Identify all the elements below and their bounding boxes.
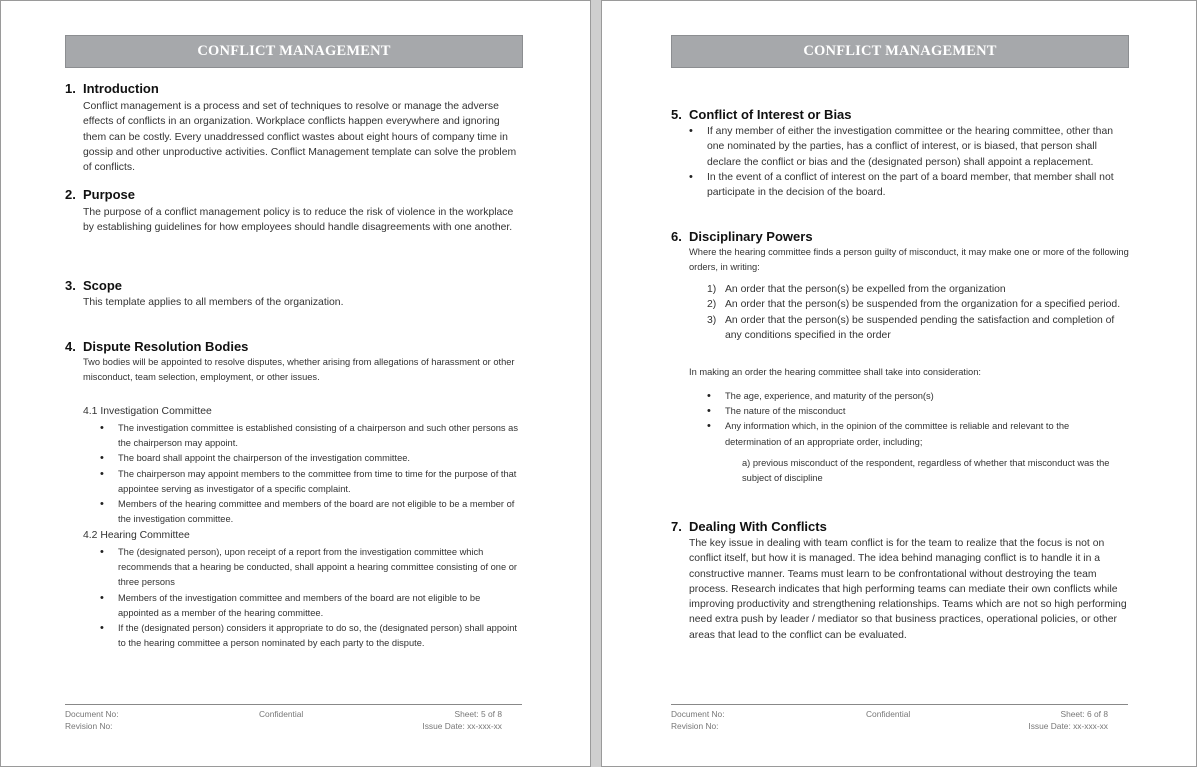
list-item: • The chairperson may appoint members to the committee from time to time for the purpose of that appointee serving as investigator of a specific complaint. [118, 467, 523, 497]
section-number: 3. [65, 278, 76, 293]
disciplinary-powers-text: Where the hearing committee finds a person guilty of misconduct, it may make one or more of the following orders, in writing: [689, 247, 1129, 273]
previous-misconduct-note: a) previous misconduct of the respondent, regardless of whether that misconduct was the subject of discipline [742, 458, 1110, 484]
footer-sheet: Sheet: 5 of 8 [454, 709, 502, 719]
section-title: Purpose [83, 187, 136, 202]
list-item: • The (designated person), upon receipt of a report from the investigation committee which recommends that a hearing be conducted, shall appoint a hearing committee consisting of one or three persons [118, 545, 523, 591]
list-item: • If any member of either the investigation committee or the hearing committee, other than one nominated by the parties, has a conflict of interest, or is biased, that person shall declare the conflict or bias and the (designated person) shall appoint a replacement. [707, 124, 1127, 170]
section-heading-purpose [65, 187, 135, 202]
conflict-of-interest-list [707, 124, 1127, 200]
section-number: 7. [671, 519, 682, 534]
page-banner: CONFLICT MANAGEMENT [671, 35, 1129, 68]
list-item: • The board shall appoint the chairperson of the investigation committee. [118, 451, 523, 466]
dispute-resolution-text: Two bodies will be appointed to resolve disputes, whether arising from allegations of harassment or other misconduct, team selection, employment, or other issues. [83, 357, 515, 383]
list-text: An order that the person(s) be suspended pending the satisfaction and completion of any conditions specified in the order [725, 314, 1115, 341]
footer-document-no: Document No: [65, 709, 119, 719]
list-text: An order that the person(s) be suspended from the organization for a specified period. [725, 299, 1121, 311]
consideration-factors-list [725, 389, 1125, 450]
list-item [707, 297, 1125, 312]
purpose-text: The purpose of a conflict management policy is to reduce the risk of violence in the workplace by establishing guidelines for how employees should handle disagreements with one another. [83, 207, 514, 234]
section-heading-scope [65, 278, 122, 293]
list-item: • In the event of a conflict of interest on the part of a board member, that member shall not participate in the decision of the board. [707, 170, 1127, 201]
list-item: • Members of the investigation committee and members of the board are not eligible to be appointed as a member of the hearing committee. [118, 591, 523, 621]
list-item: • The investigation committee is established consisting of a chairperson and such other persons as the chairperson may appoint. [118, 421, 523, 451]
footer-confidential: Confidential [866, 709, 911, 719]
subsection-hearing-committee: 4.2 Hearing Committee [83, 530, 190, 541]
section-heading-conflict-of-interest [671, 107, 852, 122]
subsection-investigation-committee: 4.1 Investigation Committee [83, 406, 212, 417]
footer-issue-date: Issue Date: xx-xxx-xx [422, 721, 502, 731]
footer-divider [671, 704, 1128, 705]
list-item [707, 313, 1125, 344]
investigation-committee-list [118, 421, 523, 527]
section-title: Dealing With Conflicts [689, 519, 827, 534]
list-marker: 1) [707, 284, 717, 295]
dealing-with-conflicts-text: The key issue in dealing with team conflict is for the team to realize that the focus is not on conflict itself, but how it is managed. The idea behind managing conflict is to handle it in a constructive manner. Teams must learn to be confrontational without destroying the team process. Research indicates that high performing teams can mediate their own conflicts while improving productivity and strengthening relationships. Teams which are not so high performing need extra push by leader / mediator so that business practices, operational policies, or other areas that lead to the conflict can be evaluated. [689, 538, 1127, 641]
section-title: Dispute Resolution Bodies [83, 339, 249, 354]
document-page-left [0, 0, 591, 767]
section-number: 6. [671, 229, 682, 244]
list-item [707, 282, 1125, 297]
scope-text: This template applies to all members of the organization. [83, 297, 344, 308]
consideration-intro: In making an order the hearing committee shall take into consideration: [689, 367, 981, 377]
list-item: • The nature of the misconduct [725, 404, 1125, 419]
page-banner: CONFLICT MANAGEMENT [65, 35, 523, 68]
footer-sheet: Sheet: 6 of 8 [1060, 709, 1108, 719]
section-heading-dealing-with-conflicts [671, 519, 827, 534]
section-heading-disciplinary-powers [671, 229, 813, 244]
section-number: 4. [65, 339, 76, 354]
section-number: 5. [671, 107, 682, 122]
section-heading-dispute-resolution [65, 339, 248, 354]
section-heading-introduction [65, 81, 159, 96]
footer-document-no: Document No: [671, 709, 725, 719]
document-page-right [601, 0, 1197, 767]
list-item: • Any information which, in the opinion of the committee is reliable and relevant to the determination of an appropriate order, including; [725, 419, 1125, 449]
list-item: • The age, experience, and maturity of the person(s) [725, 389, 1125, 404]
list-marker: 2) [707, 299, 717, 311]
footer-revision-no: Revision No: [65, 721, 113, 731]
footer-confidential: Confidential [259, 709, 304, 719]
list-marker: 3) [707, 314, 717, 326]
list-item: • If the (designated person) considers it appropriate to do so, the (designated person) shall appoint to the hearing committee a person nominated by each party to the dispute. [118, 621, 523, 651]
section-title: Conflict of Interest or Bias [689, 107, 852, 122]
section-number: 2. [65, 187, 76, 202]
section-title: Disciplinary Powers [689, 229, 813, 244]
section-number: 1. [65, 81, 76, 96]
list-item: • Members of the hearing committee and members of the board are not eligible to be a member of the investigation committee. [118, 497, 523, 527]
introduction-text: Conflict management is a process and set of techniques to resolve or manage the adverse effects of conflicts in an organization. Workplace conflicts happen everywhere and ignoring them can be costly. Every unaddressed conflict wastes about eight hours of company time in gossip and other unproductive activities. Conflict Management template can solve the problem of conflicts. [83, 101, 517, 174]
list-text: An order that the person(s) be expelled from the organization [725, 284, 1006, 295]
footer-divider [65, 704, 522, 705]
footer-revision-no: Revision No: [671, 721, 719, 731]
footer-issue-date: Issue Date: xx-xxx-xx [1028, 721, 1108, 731]
disciplinary-orders-list [707, 282, 1125, 343]
hearing-committee-list [118, 545, 523, 651]
section-title: Introduction [83, 81, 159, 96]
section-title: Scope [83, 278, 123, 293]
